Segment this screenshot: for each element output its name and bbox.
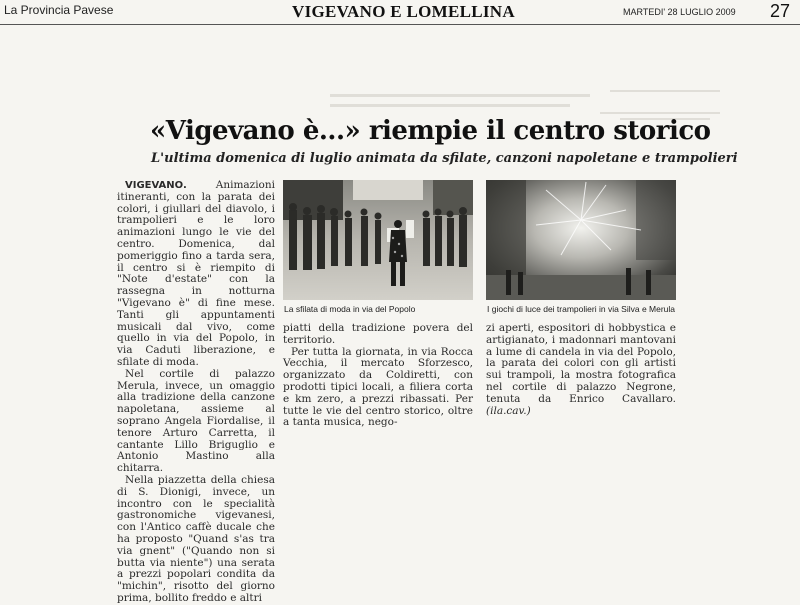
article-column-3 [486,323,676,417]
article-column-2 [283,323,473,429]
author-signature: (ila.cav.) [486,404,531,417]
article-headline: «Vigevano è...» riempie il centro storico [150,116,711,146]
section-title: VIGEVANO E LOMELLINA [292,2,515,21]
photo-caption-right: I giochi di luce dei trampolieri in via Silva e Merula [487,304,676,314]
page-header [0,0,800,30]
bleed-through-texture [0,30,800,120]
paragraph: Per tutta la giornata, in via Rocca Vecchia, il mercato Sforzesco, organizzato da Coldiretti, con prodotti tipici locali, a filiera corta e km zero, a prezzi ribassati. Per tutte le vie del centro storico, oltre a tanta musica, nego- [283,345,473,429]
photo-fashion-show [283,180,473,300]
article-column-1 [117,180,275,605]
newspaper-name: La Provincia Pavese [4,3,114,17]
paragraph: piatti della tradizione povera del territorio. [283,322,473,346]
issue-date: MARTEDI' 28 LUGLIO 2009 [623,7,736,17]
photo-caption-left: La sfilata di moda in via del Popolo [284,304,416,314]
dateline: VIGEVANO. [125,180,187,191]
paragraph: Nel cortile di palazzo Merula, invece, un omaggio alla tradizione della canzone napoletana, assieme al soprano Angela Fiordalise, il tenore Arturo Carretta, il cantante Lillo Briguglio e Antonio Mastino alla chitarra. [117,367,275,475]
paragraph: VIGEVANO. Animazioni itineranti, con la parata dei colori, i giullari del diavolo, i trampolieri e le loro animazioni lungo le vie del centro. Domenica, dal pomeriggio fino a tarda sera, il centro si è riempito di "Note d'estate" con la rassegna in notturna "Vigevano è" di fine mese. Tanti gli appuntamenti musicali dal vivo, come quello in via del Popolo, in via Caduti liberazione, e sfilate di moda. [117,179,275,368]
photo-fashion-show-image [283,180,473,300]
page-number: 27 [770,1,791,21]
header-rule [0,24,800,25]
photo-light-games-image [486,180,676,300]
paragraph: zi aperti, espositori di hobbystica e artigianato, i madonnari mantovani a lume di candela in via del Popolo, la parata dei colori con gli artisti sui trampoli, la mostra fotografica nel cortile di palazzo Negrone, tenuta da Enrico Cavallaro. (ila.cav.) [486,322,676,417]
paragraph: Nella piazzetta della chiesa di S. Dionigi, invece, un incontro con le specialità gastronomiche vigevanesi, con l'Antico caffè ducale che ha proposto "Quand s'as tra via gnent" ("Quando non si butta via niente") una serata a prezzi popolari condita da "michin", risotto del giorno prima, bollito freddo e altri [117,473,275,604]
photo-light-games [486,180,676,300]
article-subheadline: L'ultima domenica di luglio animata da sfilate, canzoni napoletane e trampolieri [151,151,738,166]
